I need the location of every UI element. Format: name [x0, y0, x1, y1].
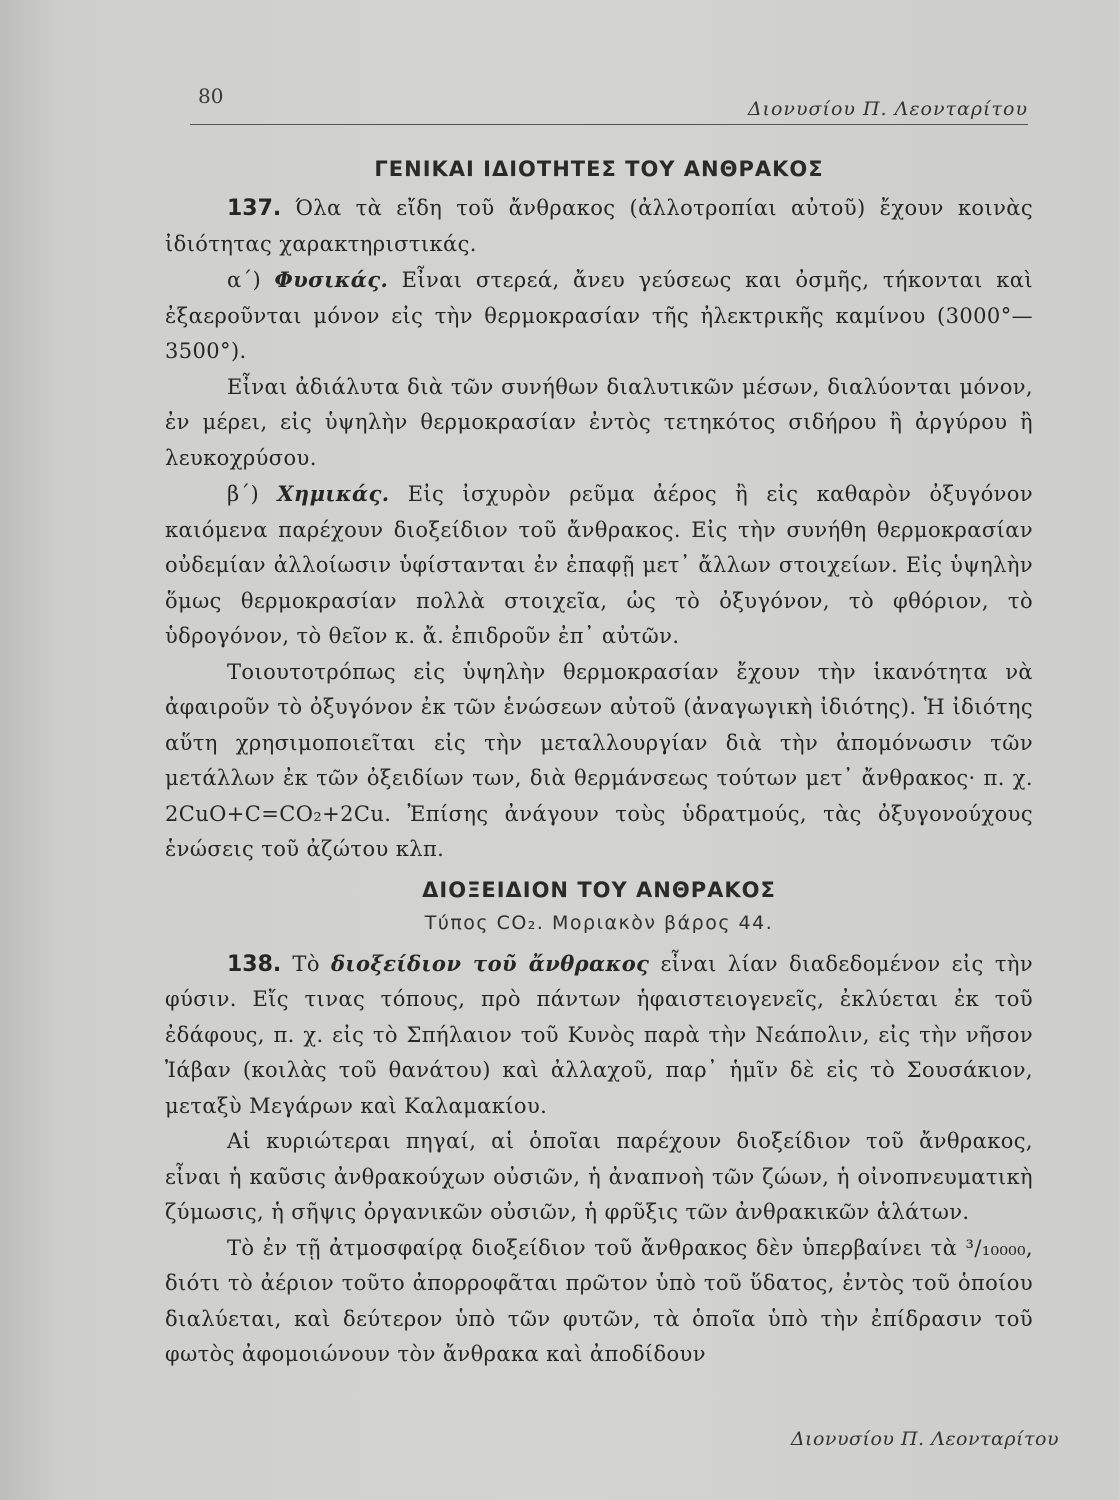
paragraph-138-text: εἶναι λίαν διαδεδομένον εἰς τὴν φύσιν. Εἴς τινας τόπους, πρὸ πάντων ἡφαιστειογενεῖς, ἐκλύεται ἐκ τοῦ ἐδάφους, π. χ. εἰς τὸ Σπήλαιον τοῦ Κυνὸς παρὰ τὴν Νεάπολιν, εἰς τὴν νῆσον Ἰάβαν (κοιλὰς τοῦ θανάτου) καὶ ἀλλαχοῦ, παρ᾽ ἡμῖν δὲ εἰς τὸ Σουσάκιον, μεταξὺ Μεγάρων καὶ Καλαμακίου. [165, 951, 1033, 1118]
footer-signature: Διονυσίου Π. Λεονταρίτου [790, 1428, 1059, 1450]
paragraph-137 [165, 191, 1033, 262]
item-label-b: β΄) [227, 482, 278, 506]
running-head: Διονυσίου Π. Λεονταρίτου [747, 98, 1028, 120]
paragraph-physical [165, 262, 1033, 370]
section-heading-carbon-dioxide: ΔΙΟΞΕΙΔΙΟΝ ΤΟΥ ΑΝΘΡΑΚΟΣ [422, 877, 776, 902]
paragraph-number-138: 138. [227, 951, 282, 977]
keyword-physical: Φυσικάς. [274, 267, 389, 292]
paragraph-sources: Αἱ κυριώτεραι πηγαί, αἱ ὁποῖαι παρέχουν διοξείδιον τοῦ ἄνθρακος, εἶναι ἡ καῦσις ἀνθρακούχων οὐσιῶν, ἡ ἀναπνοὴ τῶν ζώων, ἡ οἰνοπνευματικὴ ζύμωσις, ἡ σῆψις ὀργανικῶν οὐσιῶν, ἡ φρῦξις τῶν ἀνθρακικῶν ἁλάτων. [165, 1129, 1033, 1224]
section-heading-general-properties: ΓΕΝΙΚΑΙ ΙΔΙΟΤΗΤΕΣ ΤΟΥ ΑΝΘΡΑΚΟΣ [374, 157, 824, 181]
keyword-carbon-dioxide: διοξείδιον τοῦ ἄνθρακος [331, 950, 650, 976]
paragraph-physical-text: Εἶναι στερεά, ἄνευ γεύσεως και ὀσμῆς, τήκονται καὶ ἐξαεροῦνται μόνον εἰς τὴν θερμοκρασίαν τῆς ἠλεκτρικῆς καμίνου (3000°—3500°). [165, 268, 1033, 363]
page-body [165, 153, 1033, 1373]
paragraph-number-137: 137. [227, 196, 282, 221]
formula-line: Τύπος CO₂. Μοριακὸν βάρος 44. [424, 911, 774, 934]
paragraph-insoluble: Εἶναι ἀδιάλυτα διὰ τῶν συνήθων διαλυτικῶν μέσων, διαλύονται μόνον, ἐν μέρει, εἰς ὑψηλὴν θερμοκρασίαν ἐντὸς τετηκότος σιδήρου ἢ ἀργύρου ἢ λευκοχρύσου. [165, 374, 1033, 470]
header-rule [190, 124, 1028, 125]
paragraph-atmosphere: Τὸ ἐν τῇ ἀτμοσφαίρᾳ διοξείδιον τοῦ ἄνθρακος δὲν ὑπερβαίνει τὰ ³/₁₀₀₀₀, διότι τὸ ἀέριον τοῦτο ἀπορροφᾶται πρῶτον ὑπὸ τοῦ ὕδατος, ἐντὸς τοῦ ὁποίου διαλύεται, καὶ δεύτερον ὑπὸ τῶν φυτῶν, τὰ ὁποῖα ὑπὸ τὴν ἐπίδρασιν τοῦ φωτὸς ἀφομοιώνουν τὸν ἄνθρακα καὶ ἀποδίδουν [165, 1235, 1033, 1366]
paragraph-chemical [165, 476, 1033, 655]
keyword-chemical: Χημικάς. [277, 481, 390, 506]
paragraph-138-lead: Τὸ [281, 951, 331, 976]
paragraph-137-text: Όλα τὰ εἴδη τοῦ ἄνθρακος (ἀλλοτροπίαι αὐτοῦ) ἔχουν κοινὰς ἰδιότητας χαρακτηριστικάς. [165, 196, 1033, 256]
paragraph-chemical-text: Εἰς ἰσχυρὸν ρεῦμα ἀέρος ἢ εἰς καθαρὸν ὀξυγόνον καιόμενα παρέχουν διοξείδιον τοῦ ἄνθρακος. Εἰς τὴν συνήθη θερμοκρασίαν οὐδεμίαν ἀλλοίωσιν ὑφίστανται ἐν ἐπαφῇ μετ᾽ ἄλλων στοιχείων. Εἰς ὑψηλὴν ὅμως θερμοκρασίαν πολλὰ στοιχεῖα, ὡς τὸ ὀξυγόνον, τὸ φθόριον, τὸ ὑδρογόνον, τὸ θεῖον κ. ἄ. ἐπιδροῦν ἐπ᾽ αὐτῶν. [165, 482, 1033, 648]
paragraph-reducing: Τοιουτοτρόπως εἰς ὑψηλὴν θερμοκρασίαν ἔχουν τὴν ἱκανότητα νὰ ἀφαιροῦν τὸ ὀξυγόνον ἐκ τῶν ἑνώσεων αὐτοῦ (ἀναγωγικὴ ἰδιότης). Ἡ ἰδιότης αὕτη χρησιμοποιεῖται εἰς τὴν μεταλλουργίαν διὰ τὴν ἀπομόνωσιν τῶν μετάλλων ἐκ τῶν ὀξειδίων των, διὰ θερμάνσεως τούτων μετ᾽ ἄνθρακος· π. χ. 2CuO+C=CO₂+2Cu. Ἐπίσης ἀνάγουν τοὺς ὑδρατμούς, τὰς ὀξυγονούχους ἑνώσεις τοῦ ἀζώτου κλπ. [165, 659, 1033, 861]
page-header [190, 84, 1028, 124]
page-number: 80 [198, 84, 224, 108]
item-label-a: α΄) [227, 268, 275, 292]
paragraph-138 [165, 946, 1033, 1125]
